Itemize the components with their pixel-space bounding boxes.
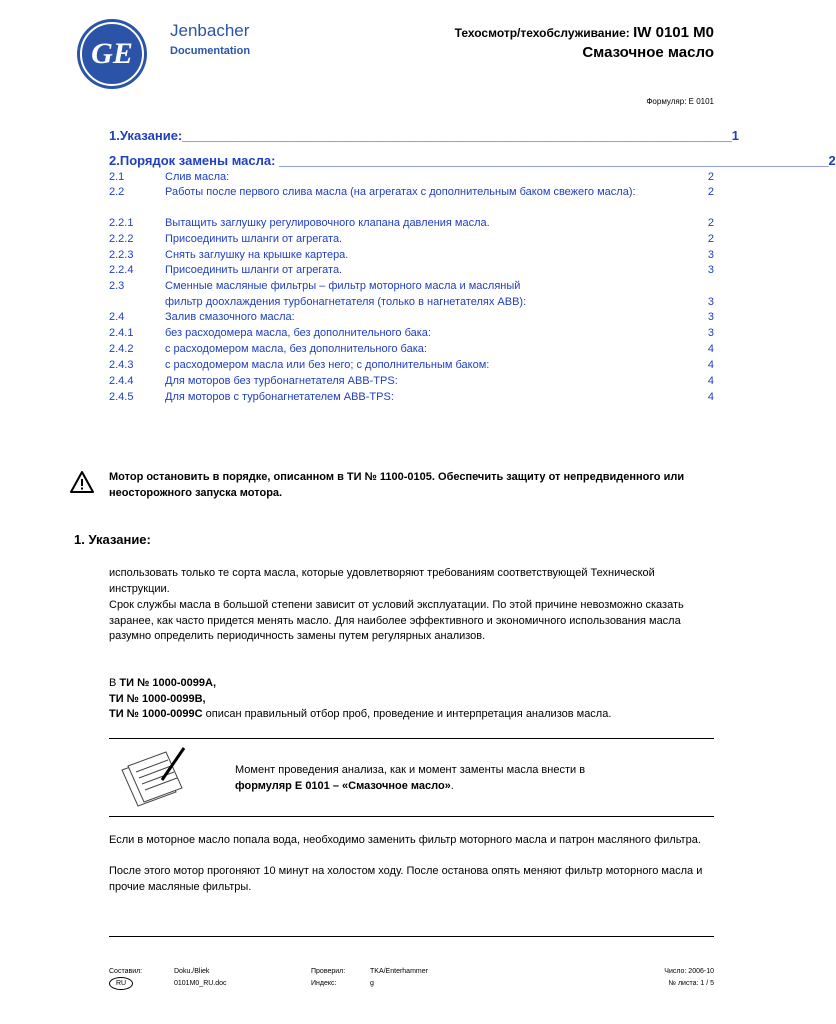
- toc-text: Работы после первого слива масла (на агрегатах с дополнительным баком свежего масла):: [165, 186, 636, 198]
- doc-title: Смазочное масло: [582, 44, 714, 61]
- note-text: [235, 762, 705, 794]
- toc-row[interactable]: [109, 310, 714, 326]
- toc-num: 2.: [109, 153, 120, 168]
- toc-text: Указание:____________________________________________________________________________: [119, 128, 732, 143]
- toc-row[interactable]: [109, 170, 714, 186]
- toc-row[interactable]: [109, 390, 714, 406]
- toc-page: 2: [707, 233, 714, 245]
- footer-file: 0101M0_RU.doc: [174, 980, 227, 987]
- note-top-divider: [109, 738, 714, 739]
- paragraph: После этого мотор прогоняют 10 минут на холостом ходу. После останова опять меняют фильтр моторного масла и прочие масляные фильтры.: [109, 865, 703, 893]
- footer-index-value: g: [370, 980, 374, 987]
- toc-row[interactable]: [109, 216, 714, 232]
- toc-row[interactable]: [109, 374, 714, 390]
- toc-page: 2: [707, 186, 714, 198]
- toc-text: Залив смазочного масла:: [165, 311, 295, 323]
- toc-num: 2.3: [109, 280, 125, 292]
- doc-header: [455, 24, 714, 61]
- toc-row[interactable]: [109, 358, 714, 374]
- toc-row[interactable]: [109, 279, 714, 310]
- toc-text: Сменные масляные фильтры – фильтр моторного масла и масляный фильтр доохлаждения турбонагнетателя (только в нагнетателях ABB):: [165, 280, 527, 308]
- toc-num: 2.2: [109, 186, 125, 198]
- toc-row[interactable]: [109, 232, 714, 248]
- ref-suffix: описан правильный отбор проб, проведение и интерпретация анализов масла.: [205, 708, 612, 721]
- toc-num: 2.2.3: [109, 249, 134, 261]
- toc-label: Указание:: [119, 128, 183, 143]
- toc-row[interactable]: [109, 248, 714, 264]
- toc-text: с расходомером масла, без дополнительного бака:: [165, 343, 427, 355]
- toc-page: 1: [731, 128, 739, 143]
- toc-num: 2.4.1: [109, 327, 134, 339]
- toc-page: 3: [707, 249, 714, 261]
- ge-logo-monogram: GE: [80, 22, 144, 86]
- ref-link: ТИ № 1000-0099B,: [109, 692, 206, 705]
- footer-checked-value: TKA/Enterhammer: [370, 968, 428, 975]
- toc-text: Снять заглушку на крышке картера.: [165, 249, 349, 261]
- paragraph: использовать только те сорта масла, которые удовлетворяют требованиям соответствующей Технической инструкции.: [109, 567, 655, 595]
- footer-index-label: Индекс:: [311, 980, 337, 987]
- toc-main-entry-2[interactable]: [109, 153, 836, 168]
- footer-checked-label: Проверил:: [311, 968, 346, 975]
- toc-text: Слив масла:: [165, 171, 230, 183]
- doc-type-label: Техосмотр/техобслуживание:: [454, 26, 630, 40]
- toc-num: 2.4.5: [109, 391, 134, 403]
- toc-label: Порядок замены масла:: [119, 153, 276, 168]
- toc-num: 2.2.2: [109, 233, 134, 245]
- toc-num: 2.1: [109, 171, 125, 183]
- section-title: 1. Указание:: [74, 532, 151, 547]
- toc-page: 4: [707, 359, 714, 371]
- toc-row[interactable]: [109, 263, 714, 279]
- footer-compiled-label: Составил:: [109, 968, 143, 975]
- toc-num: 2.4.3: [109, 359, 134, 371]
- toc-text: с расходомером масла или без него; с дополнительным баком:: [165, 359, 490, 371]
- toc-row[interactable]: [109, 185, 714, 201]
- toc-page: 3: [707, 295, 714, 308]
- toc-page: 4: [707, 375, 714, 387]
- warning-icon: [70, 470, 94, 494]
- footer-compiled-value: Doku./Bliek: [174, 968, 210, 975]
- toc-text: Для моторов с турбонагнетателем ABB-TPS:: [165, 391, 394, 403]
- note-line: Момент проведения анализа, как и момент заменты масла внести в: [235, 764, 586, 776]
- ref-link: ТИ № 1000-0099C: [109, 708, 203, 721]
- paragraph: Если в моторное масло попала вода, необходимо заменить фильтр моторного масла и патрон масляного фильтра.: [109, 834, 701, 846]
- toc-text: Присоединить шланги от агрегата.: [165, 233, 343, 245]
- footer-date: Число: 2006-10: [664, 968, 714, 975]
- toc-page: 4: [707, 391, 714, 403]
- note-end: .: [450, 780, 454, 792]
- ge-logo: [77, 19, 147, 89]
- paragraph: Срок службы масла в большой степени зависит от условий эксплуатации. По этой причине невозможно сказать заранее, как часто придется менять масло. Для наиболее эффективного и экономичного использования масла разумно определить периодичность замены путем регулярных анализов.: [109, 599, 684, 643]
- reference-block: [109, 676, 714, 723]
- language-badge: RU: [109, 977, 133, 990]
- toc-num: 2.2.4: [109, 264, 134, 276]
- toc-num: 2.4: [109, 311, 125, 323]
- toc-page: 2: [707, 171, 714, 183]
- note-bottom-divider: [109, 816, 714, 817]
- footer-sheets: № листа: 1 / 5: [668, 980, 714, 987]
- toc-page: 3: [707, 327, 714, 339]
- toc-num: 2.2.1: [109, 217, 134, 229]
- form-label: Формуляр: E 0101: [646, 97, 714, 106]
- note-form-ref: формуляр E 0101 – «Смазочное масло»: [235, 780, 451, 792]
- toc-page: 2: [828, 153, 836, 168]
- warning-text: Мотор остановить в порядке, описанном в ТИ № 1100-0105. Обеспечить защиту от непредвиденного или неосторожного запуска мотора.: [109, 471, 685, 499]
- footer-divider: [109, 936, 714, 937]
- toc-page: 3: [707, 311, 714, 323]
- toc-row[interactable]: [109, 326, 714, 342]
- toc-page: 3: [707, 264, 714, 276]
- toc-page: 4: [707, 343, 714, 355]
- toc-num: 2.4.2: [109, 343, 134, 355]
- toc-text: Присоединить шланги от агрегата.: [165, 264, 343, 276]
- toc-num: 1.: [109, 128, 120, 143]
- toc-main-entry-1[interactable]: [109, 128, 739, 143]
- brand-name: Jenbacher: [170, 21, 250, 40]
- toc-text: Для моторов без турбонагнетателя ABB-TPS:: [165, 375, 398, 387]
- ref-prefix: В: [109, 677, 117, 689]
- toc-text: без расходомера масла, без дополнительного бака:: [165, 327, 431, 339]
- doc-code: IW 0101 M0: [633, 24, 714, 41]
- toc-text: Порядок замены масла: ____________________________________________________________________________: [119, 153, 829, 168]
- toc-page: 2: [707, 217, 714, 229]
- brand-subtitle: Documentation: [170, 45, 251, 57]
- toc-row[interactable]: [109, 342, 714, 358]
- toc-num: 2.4.4: [109, 375, 134, 387]
- notepad-pen-icon: [116, 746, 192, 808]
- toc-text: Вытащить заглушку регулировочного клапана давления масла.: [165, 217, 490, 229]
- ref-link: ТИ № 1000-0099A,: [119, 677, 217, 689]
